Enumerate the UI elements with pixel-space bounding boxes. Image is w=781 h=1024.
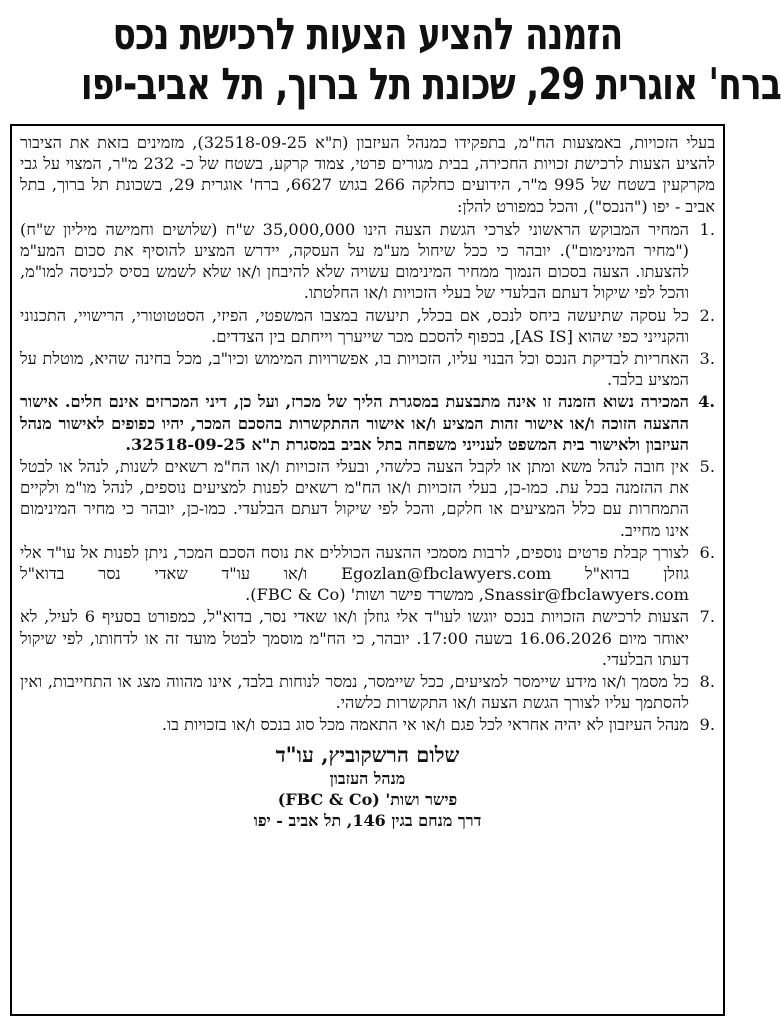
intro-paragraph: בעלי הזכויות, באמצעות הח"מ, בתפקידו כמנהל העיזבון (ת"א 32518-09-25), מזמינים בזאת את הציבור להציע הצעות לרכישת זכויות החכירה, בבית מגורים פרטי, צמוד קרקע, בשטח של כ- 232 מ"ר, המצוי על גבי מקרקעין בשטח של 995 מ"ר, הידועים כחלקה 266 בגוש 6627, ברח' אוגרית 29, בשכונת תל ברוך, בתל אביב - יפו ("הנכס"), והכל כמפורט להלן:: [20, 133, 715, 216]
term-item: [20, 606, 715, 670]
term-text: לצורך קבלת פרטים נוספים, לרבות מסמכי ההצעה הכוללים את נוסח הסכם המכר, ניתן לפנות אל עו"ד אלי גוזלן בדוא"ל Egozlan@fbclawyers.com ו/או עו"ד שאדי נסר בדוא"ל Snassir@fbclawyers.com, ממשרד פישר ושות' (FBC & Co).: [20, 542, 689, 605]
term-text: האחריות לבדיקת הנכס וכל הבנוי עליו, הזכויות בו, אפשרויות המימוש וכיו"ב, מכל בחינה שהיא, מוטלת על המציע בלבד.: [20, 349, 689, 390]
term-item: [20, 542, 715, 606]
term-number: 2.: [699, 305, 715, 325]
term-text: אין חובה לנהל משא ומתן או לקבל הצעה כלשהי, ובעלי הזכויות ו/או הח"מ רשאים לשנות, לנהל או לבטל את ההזמנה בכל עת. כמו-כן, בעלי הזכויות ו/או הח"מ רשאים לפנות למציעים נוספים, לנהל מו"מ ולקיים התמחרות עם כלל המציעים או חלקם, והכל לפי שיקול דעתם הבלעדי. כמו-כן, יובהר כי מחיר המינימום אינו מחייב.: [20, 457, 689, 540]
term-item: [20, 348, 715, 390]
firm-address: דרך מנחם בגין 146, תל אביב - יפו: [253, 810, 482, 830]
term-number: 9.: [699, 715, 715, 735]
term-number: 8.: [699, 672, 715, 692]
term-number: 6.: [699, 542, 715, 562]
term-text: המכירה נשוא הזמנה זו אינה מתבצעת במסגרת הליך של מכרז, ועל כן, דיני המכרזים אינם חלים. אישור ההצעה הזוכה ו/או אישור זהות המציע ו/או אישור ההתקשרות בהסכם המכר, יהיו כפופים לאישור מנהל העיזבון ולאישור בית המשפט לענייני משפחה בתל אביב במסגרת ת"א 32518-09-25.: [20, 392, 689, 454]
signatory-role: מנהל העזבון: [329, 768, 406, 788]
term-item: [20, 456, 715, 541]
term-text: כל מסמך ו/או מידע שיימסר למציעים, ככל שיימסר, נמסר לנוחות בלבד, אינו מהווה מצג או התחייבות, ואין להסתמך עליו לצורך הגשת הצעה ו/או התקשרות כלשהי.: [20, 672, 689, 713]
term-item: [20, 671, 715, 713]
law-firm-name: פישר ושות' (FBC & Co): [277, 789, 458, 809]
term-number: 5.: [699, 457, 715, 477]
term-item: [20, 391, 715, 455]
title-block: [0, 0, 781, 110]
terms-list: [20, 219, 715, 736]
signatory-name: שלום הרשקוביץ, עו"ד: [275, 741, 460, 767]
term-text: כל עסקה שתיעשה ביחס לנכס, אם בכלל, תיעשה במצבו המשפטי, הפיזי, הסטטוטורי, הרישויי, התכנוני והקנייני כפי שהוא [AS IS], בכפוף להסכם מכר שייערך וייחתם בין הצדדים.: [20, 305, 689, 346]
term-number: 3.: [699, 349, 715, 369]
notice-body: [10, 124, 725, 1016]
term-number: 1.: [699, 219, 715, 239]
signature-block: [20, 742, 715, 831]
term-item: [20, 219, 715, 304]
title-line-2: ברח' אוגרית 29, שכונת תל ברוך, תל אביב-יפו: [80, 59, 781, 110]
term-text: מנהל העיזבון לא יהיה אחראי לכל פגם ו/או אי התאמה מכל סוג בנכס ו/או בזכויות בו.: [161, 715, 689, 735]
term-item: [20, 714, 715, 735]
term-text: הצעות לרכישת הזכויות בנכס יוגשו לעו"ד אלי גוזלן ו/או שאדי נסר, בדוא"ל, כמפורט בסעיף 6 לעיל, לא יאוחר מיום 16.06.2026 בשעה 17:00. יובהר, כי הח"מ מוסמך לבטל מועד זה או לדחותו, לפי שיקול דעתו הבלעדי.: [20, 607, 689, 669]
term-number: 7.: [699, 607, 715, 627]
term-item: [20, 305, 715, 347]
title-line-1: הזמנה להציע הצעות לרכישת נכס: [112, 9, 623, 60]
term-number: 4.: [698, 392, 715, 412]
term-text: המחיר המבוקש הראשוני לצרכי הגשת הצעה הינו 35,000,000 ש"ח (שלושים וחמישה מיליון ש"ח) ("מחיר המינימום"). יובהר כי ככל שיחול מע"מ על העסקה, יידרש המציע להוסיף את סכום המע"מ להצעתו. הצעה בסכום הנמוך ממחיר המינימום עשויה שלא להיבחן ו/או שלא לשמש בסיס לכניסה למו"מ, והכל לפי שיקול דעתם הבלעדי של בעלי הזכויות ו/או החלטתו.: [20, 219, 689, 303]
